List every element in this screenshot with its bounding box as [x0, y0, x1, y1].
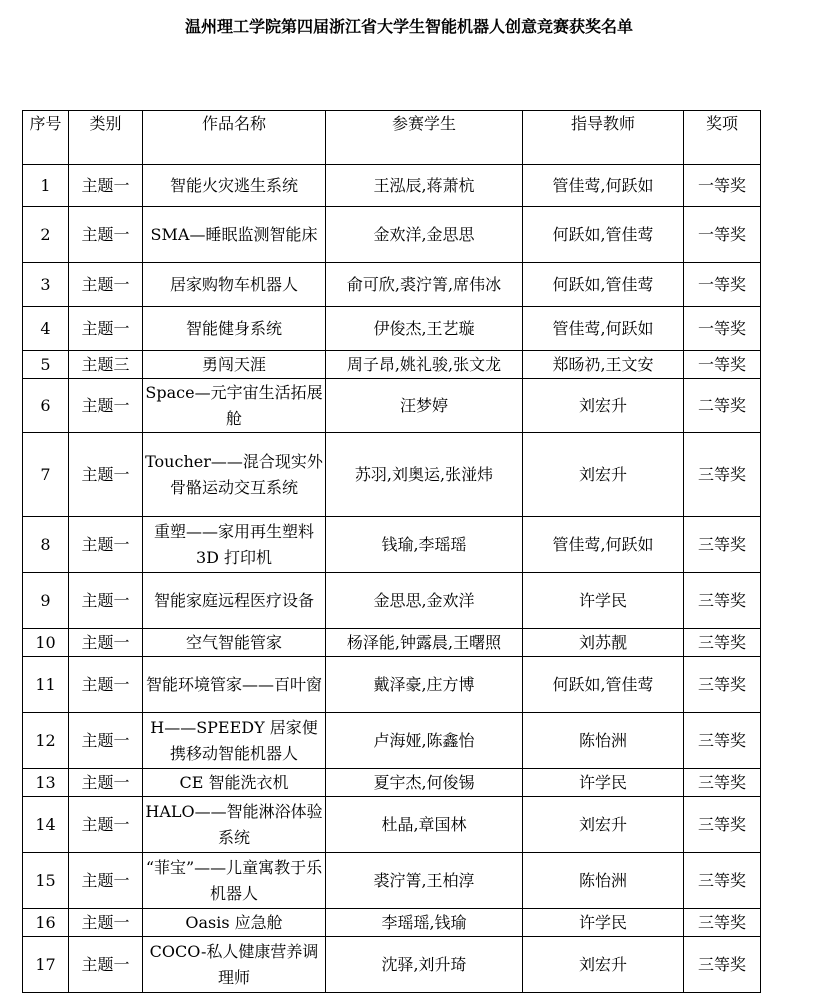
cell-category: 主题一: [69, 797, 143, 853]
table-row: [23, 909, 761, 937]
cell-work: Oasis 应急舱: [143, 909, 326, 937]
cell-no: 16: [23, 909, 69, 937]
cell-category: 主题一: [69, 657, 143, 713]
cell-no: 5: [23, 351, 69, 379]
cell-no: 17: [23, 937, 69, 993]
column-header-category: 类别: [69, 111, 143, 165]
table-row: [23, 433, 761, 517]
cell-work: CE 智能洗衣机: [143, 769, 326, 797]
table-header-row: [23, 111, 761, 165]
cell-students: 夏宇杰,何俊锡: [326, 769, 523, 797]
cell-no: 3: [23, 263, 69, 307]
table-row: [23, 657, 761, 713]
cell-students: 俞可欣,裘泞箐,席伟冰: [326, 263, 523, 307]
cell-award: 二等奖: [684, 379, 761, 433]
cell-award: 一等奖: [684, 307, 761, 351]
cell-students: 李瑶瑶,钱瑜: [326, 909, 523, 937]
cell-students: 伊俊杰,王艺璇: [326, 307, 523, 351]
cell-no: 9: [23, 573, 69, 629]
cell-award: 三等奖: [684, 517, 761, 573]
cell-award: 三等奖: [684, 573, 761, 629]
table-row: [23, 207, 761, 263]
cell-award: 三等奖: [684, 629, 761, 657]
table-row: [23, 853, 761, 909]
cell-award: 三等奖: [684, 909, 761, 937]
cell-no: 4: [23, 307, 69, 351]
cell-no: 13: [23, 769, 69, 797]
cell-teacher: 何跃如,管佳莺: [523, 263, 684, 307]
table-row: [23, 307, 761, 351]
column-header-award: 奖项: [684, 111, 761, 165]
table-row: [23, 937, 761, 993]
cell-students: 杨泽能,钟露晨,王曙照: [326, 629, 523, 657]
cell-work: 空气智能管家: [143, 629, 326, 657]
column-header-work: 作品名称: [143, 111, 326, 165]
cell-work: COCO-私人健康营养调理师: [143, 937, 326, 993]
cell-work: 居家购物车机器人: [143, 263, 326, 307]
table-row: [23, 797, 761, 853]
cell-category: 主题一: [69, 629, 143, 657]
cell-work: 智能健身系统: [143, 307, 326, 351]
cell-work: HALO——智能淋浴体验系统: [143, 797, 326, 853]
cell-no: 2: [23, 207, 69, 263]
cell-award: 三等奖: [684, 853, 761, 909]
cell-work: Toucher——混合现实外骨骼运动交互系统: [143, 433, 326, 517]
cell-award: 三等奖: [684, 433, 761, 517]
column-header-students: 参赛学生: [326, 111, 523, 165]
cell-students: 卢海娅,陈鑫怡: [326, 713, 523, 769]
cell-teacher: 刘宏升: [523, 937, 684, 993]
cell-students: 戴泽豪,庄方博: [326, 657, 523, 713]
table-row: [23, 351, 761, 379]
cell-category: 主题一: [69, 853, 143, 909]
cell-teacher: 管佳莺,何跃如: [523, 165, 684, 207]
document-title: 温州理工学院第四届浙江省大学生智能机器人创意竞赛获奖名单: [184, 17, 633, 36]
table-row: [23, 769, 761, 797]
cell-teacher: 郑旸礽,王文安: [523, 351, 684, 379]
cell-category: 主题一: [69, 937, 143, 993]
cell-no: 12: [23, 713, 69, 769]
cell-teacher: 刘宏升: [523, 379, 684, 433]
cell-teacher: 刘苏靓: [523, 629, 684, 657]
cell-teacher: 陈怡洲: [523, 713, 684, 769]
cell-work: 智能家庭远程医疗设备: [143, 573, 326, 629]
table-row: [23, 713, 761, 769]
cell-teacher: 何跃如,管佳莺: [523, 207, 684, 263]
cell-award: 三等奖: [684, 657, 761, 713]
cell-work: SMA—睡眠监测智能床: [143, 207, 326, 263]
cell-no: 1: [23, 165, 69, 207]
cell-award: 一等奖: [684, 207, 761, 263]
award-list-table: [22, 110, 761, 993]
cell-work: H——SPEEDY 居家便携移动智能机器人: [143, 713, 326, 769]
table-row: [23, 517, 761, 573]
cell-no: 15: [23, 853, 69, 909]
column-header-teacher: 指导教师: [523, 111, 684, 165]
cell-category: 主题一: [69, 165, 143, 207]
cell-no: 6: [23, 379, 69, 433]
column-header-no: 序号: [23, 111, 69, 165]
cell-work: 智能环境管家——百叶窗: [143, 657, 326, 713]
cell-teacher: 何跃如,管佳莺: [523, 657, 684, 713]
cell-students: 钱瑜,李瑶瑶: [326, 517, 523, 573]
cell-no: 14: [23, 797, 69, 853]
cell-category: 主题一: [69, 263, 143, 307]
cell-category: 主题一: [69, 573, 143, 629]
cell-work: 勇闯天涯: [143, 351, 326, 379]
cell-category: 主题三: [69, 351, 143, 379]
cell-category: 主题一: [69, 909, 143, 937]
cell-award: 三等奖: [684, 937, 761, 993]
cell-category: 主题一: [69, 713, 143, 769]
cell-teacher: 陈怡洲: [523, 853, 684, 909]
cell-category: 主题一: [69, 769, 143, 797]
cell-students: 汪梦婷: [326, 379, 523, 433]
cell-students: 金欢洋,金思思: [326, 207, 523, 263]
cell-no: 11: [23, 657, 69, 713]
cell-students: 王泓辰,蒋萧杭: [326, 165, 523, 207]
cell-award: 三等奖: [684, 769, 761, 797]
cell-students: 沈驿,刘升琦: [326, 937, 523, 993]
cell-work: Space—元宇宙生活拓展舱: [143, 379, 326, 433]
cell-no: 7: [23, 433, 69, 517]
cell-students: 周子昂,姚礼骏,张文龙: [326, 351, 523, 379]
cell-category: 主题一: [69, 379, 143, 433]
cell-award: 一等奖: [684, 165, 761, 207]
cell-teacher: 许学民: [523, 909, 684, 937]
cell-teacher: 管佳莺,何跃如: [523, 307, 684, 351]
cell-work: 重塑——家用再生塑料 3D 打印机: [143, 517, 326, 573]
cell-no: 8: [23, 517, 69, 573]
cell-category: 主题一: [69, 207, 143, 263]
table-row: [23, 629, 761, 657]
table-row: [23, 165, 761, 207]
cell-award: 三等奖: [684, 713, 761, 769]
table-row: [23, 379, 761, 433]
cell-category: 主题一: [69, 517, 143, 573]
cell-teacher: 刘宏升: [523, 797, 684, 853]
cell-award: 三等奖: [684, 797, 761, 853]
cell-teacher: 刘宏升: [523, 433, 684, 517]
table-row: [23, 263, 761, 307]
cell-category: 主题一: [69, 433, 143, 517]
cell-students: 杜晶,章国林: [326, 797, 523, 853]
cell-award: 一等奖: [684, 351, 761, 379]
cell-students: 裘泞箐,王柏淳: [326, 853, 523, 909]
cell-teacher: 许学民: [523, 769, 684, 797]
cell-students: 金思思,金欢洋: [326, 573, 523, 629]
cell-work: 智能火灾逃生系统: [143, 165, 326, 207]
cell-work: “菲宝”——儿童寓教于乐机器人: [143, 853, 326, 909]
cell-teacher: 管佳莺,何跃如: [523, 517, 684, 573]
cell-no: 10: [23, 629, 69, 657]
cell-teacher: 许学民: [523, 573, 684, 629]
cell-students: 苏羽,刘奥运,张湴炜: [326, 433, 523, 517]
table-row: [23, 573, 761, 629]
cell-category: 主题一: [69, 307, 143, 351]
cell-award: 一等奖: [684, 263, 761, 307]
